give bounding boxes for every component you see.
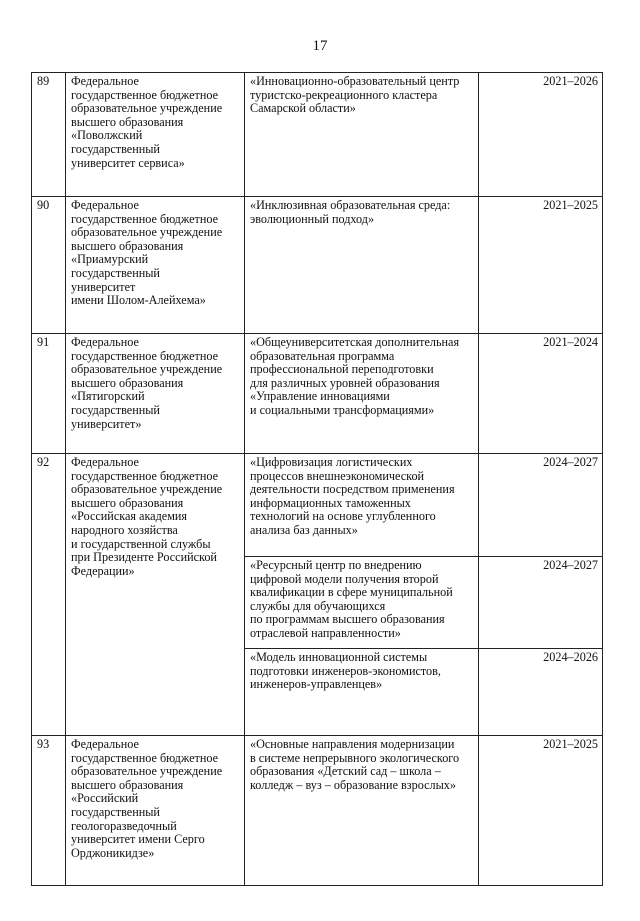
- table-row: [32, 736, 603, 886]
- organization-name: Федеральное государственное бюджетное образовательное учреждение высшего образования «Пятигорский государственный университет»: [66, 334, 245, 454]
- project-title: «Инклюзивная образовательная среда: эволюционный подход»: [245, 197, 479, 334]
- project-title: «Основные направления модернизации в системе непрерывного экологического образования «Детский сад – школа – колледж – вуз – образование взрослых»: [245, 736, 479, 886]
- project-years: 2024–2027: [479, 557, 603, 649]
- table-row: [32, 334, 603, 454]
- project-years: 2021–2025: [479, 197, 603, 334]
- page-number: 17: [312, 38, 328, 54]
- row-number: 89: [32, 73, 66, 197]
- row-number: 93: [32, 736, 66, 886]
- project-title: «Ресурсный центр по внедрению цифровой модели получения второй квалификации в сфере муниципальной службы для обучающихся по программам высшего образования отраслевой направленности»: [245, 557, 479, 649]
- organization-name: Федеральное государственное бюджетное образовательное учреждение высшего образования «Приамурский государственный университет имени Шолом-Алейхема»: [66, 197, 245, 334]
- project-years: 2024–2027: [479, 454, 603, 557]
- table-row: [32, 73, 603, 197]
- row-number: 92: [32, 454, 66, 736]
- project-title: «Модель инновационной системы подготовки инженеров-экономистов, инженеров-управленцев»: [245, 649, 479, 736]
- organization-name: Федеральное государственное бюджетное образовательное учреждение высшего образования «Поволжский государственный университет сервиса»: [66, 73, 245, 197]
- table-row: [32, 454, 603, 557]
- project-title: «Цифровизация логистических процессов внешнеэкономической деятельности посредством применения информационных таможенных технологий на основе углубленного анализа баз данных»: [245, 454, 479, 557]
- project-years: 2021–2025: [479, 736, 603, 886]
- row-number: 91: [32, 334, 66, 454]
- table-row: [32, 197, 603, 334]
- project-years: 2024–2026: [479, 649, 603, 736]
- organization-name: Федеральное государственное бюджетное образовательное учреждение высшего образования «Российская академия народного хозяйства и государственной службы при Президенте Российской Федерации»: [66, 454, 245, 736]
- row-number: 90: [32, 197, 66, 334]
- project-title: «Общеуниверситетская дополнительная образовательная программа профессиональной переподготовки для различных уровней образования «Управление инновациями и социальными трансформациями»: [245, 334, 479, 454]
- project-years: 2021–2024: [479, 334, 603, 454]
- registry-table: [31, 72, 603, 886]
- project-years: 2021–2026: [479, 73, 603, 197]
- project-title: «Инновационно-образовательный центр туристско-рекреационного кластера Самарской области»: [245, 73, 479, 197]
- organization-name: Федеральное государственное бюджетное образовательное учреждение высшего образования «Российский государственный геологоразведочный университет имени Серго Орджоникидзе»: [66, 736, 245, 886]
